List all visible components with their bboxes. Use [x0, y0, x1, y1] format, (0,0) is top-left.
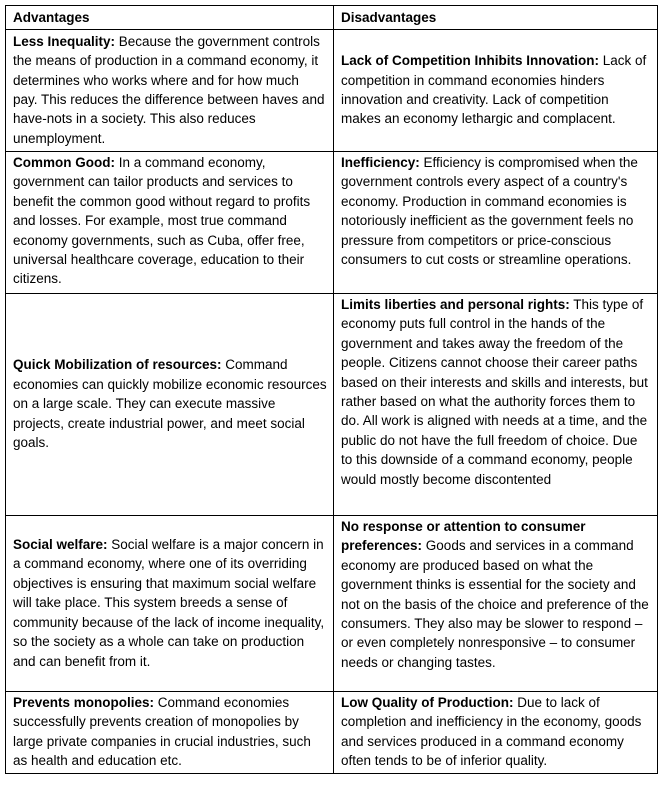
advantage-label: Quick Mobilization of resources: [13, 357, 222, 373]
advantage-label: Less Inequality: [13, 33, 116, 49]
disadvantage-label: Low Quality of Production: [341, 695, 514, 710]
advantage-text: Social welfare is a major concern in a command economy, where one of its overriding objectives is ensuring that maximum social welfare will take place. This system breeds a sense of community because of the lack of income inequality, so the society as a whole can take on production and can benefit from it. [13, 537, 325, 669]
disadvantage-text: Due to lack of completion and inefficiency in the economy, goods and services produced in a command economy often tends to be of inferior quality. [341, 695, 642, 769]
advantage-cell [6, 30, 334, 152]
disadvantage-label: Lack of Competition Inhibits Innovation: [341, 53, 599, 69]
header-disadvantages: Disadvantages [334, 6, 658, 30]
header-advantages: Advantages [6, 6, 334, 30]
table-row [6, 294, 658, 516]
advantage-label: Prevents monopolies: [13, 695, 155, 710]
disadvantage-cell [334, 152, 658, 294]
advantage-text: Command economies successfully prevents creation of monopolies by large private companies in crucial industries, such as health and education etc. [13, 695, 311, 769]
disadvantage-cell [334, 516, 658, 692]
table-row [6, 152, 658, 294]
disadvantage-label: Limits liberties and personal rights: [341, 297, 570, 312]
disadvantage-label: No response or attention to consumer preferences: [341, 519, 586, 554]
disadvantage-text: Efficiency is compromised when the government controls every aspect of a country's economy. Production in command economies is notoriously inefficient as the government feels no pressure from competitors or price-conscious consumers to cut costs or streamline operations. [341, 155, 638, 268]
advantage-cell [6, 294, 334, 516]
disadvantage-text: This type of economy puts full control in the hands of the government and takes away the freedom of the people. Citizens cannot choose their career paths based on their interests and skills and interests, but rather based on what the authority forces them to do. All work is aligned with needs at a time, and the public do not have the full freedom of choice. Due to this downside of a command economy, people would mostly become discontented [341, 297, 648, 487]
advantage-label: Common Good: [13, 155, 115, 170]
table-row [6, 692, 658, 774]
advantage-text: Command economies can quickly mobilize economic resources on a large scale. They can execute massive projects, create industrial power, and meet social goals. [13, 357, 327, 451]
disadvantage-text: Goods and services in a command economy are produced based on what the government thinks is essential for the society and not on the basis of the choice and preference of the consumers. They also may be slower to respond – or even completely nonresponsive – to consumer needs or changing tastes. [341, 538, 649, 670]
advantage-cell [6, 516, 334, 692]
table-row [6, 516, 658, 692]
disadvantage-text: Lack of competition in command economies hinders innovation and creativity. Lack of competition makes an economy lethargic and complacent. [341, 53, 647, 127]
header-row [6, 6, 658, 30]
table-row [6, 30, 658, 152]
disadvantage-cell [334, 30, 658, 152]
advantage-cell [6, 152, 334, 294]
comparison-table [5, 5, 658, 774]
advantage-label: Social welfare: [13, 537, 108, 553]
advantage-text: In a command economy, government can tailor products and services to benefit the common good without regard to profits and losses. For example, most true command economy governments, such as Cuba, offer free, universal healthcare coverage, education to their citizens. [13, 155, 311, 287]
disadvantage-label: Inefficiency: [341, 155, 420, 170]
disadvantage-cell [334, 692, 658, 774]
advantage-cell [6, 692, 334, 774]
disadvantage-cell [334, 294, 658, 516]
advantage-text: Because the government controls the means of production in a command economy, it determines who works where and for how much pay. This reduces the difference between haves and have-nots in a society. This also reduces unemployment. [13, 33, 325, 146]
